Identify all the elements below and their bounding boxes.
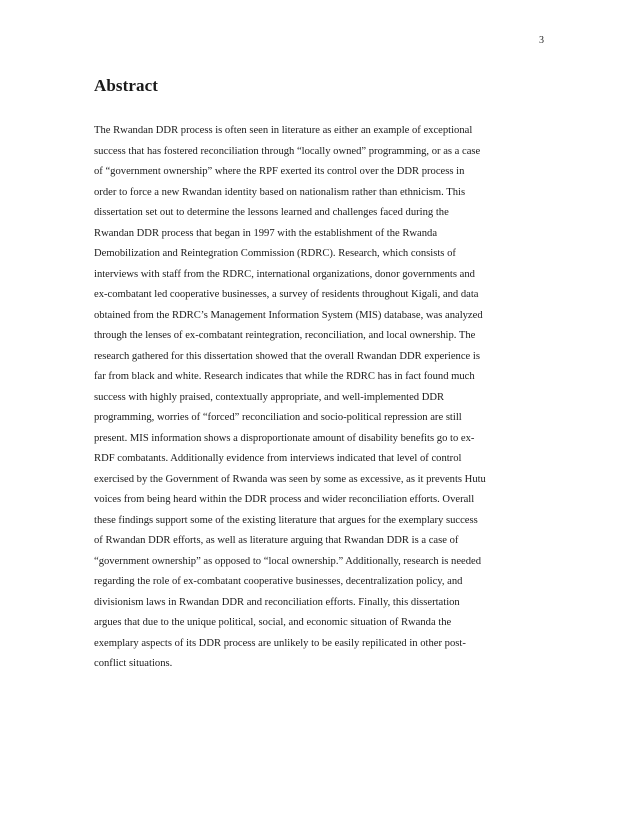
abstract-line: programming, worries of “forced” reconciliation and socio-political repression are still xyxy=(94,412,462,423)
abstract-line: RDF combatants. Additionally evidence from interviews indicated that level of control xyxy=(94,453,462,464)
abstract-line: success that has fostered reconciliation through “locally owned” programming, or as a case xyxy=(94,145,481,157)
abstract-line: these findings support some of the existing literature that argues for the exemplary success xyxy=(94,514,478,526)
abstract-line: “government ownership” as opposed to “local ownership.” Additionally, research is needed xyxy=(94,555,482,567)
abstract-line: order to force a new Rwandan identity based on nationalism rather than ethnicism. This xyxy=(94,186,466,198)
abstract-line: of “government ownership” where the RPF exerted its control over the DDR process in xyxy=(94,166,465,177)
abstract-line: exemplary aspects of its DDR process are unlikely to be easily repilicated in other post- xyxy=(94,637,466,649)
abstract-line: conflict situations. xyxy=(94,658,173,669)
abstract-line: divisionism laws in Rwandan DDR and reconciliation efforts. Finally, this dissertation xyxy=(94,596,460,608)
abstract-line: obtained from the RDRC’s Management Information System (MIS) database, was analyzed xyxy=(94,309,483,321)
abstract-line: far from black and white. Research indicates that while the RDRC has in fact found much xyxy=(94,371,475,382)
abstract-line: of Rwandan DDR efforts, as well as literature arguing that Rwandan DDR is a case of xyxy=(94,535,459,546)
abstract-line: argues that due to the unique political, social, and economic situation of Rwanda the xyxy=(94,617,452,628)
abstract-line: dissertation set out to determine the lessons learned and challenges faced during the xyxy=(94,207,449,218)
abstract-line: Demobilization and Reintegration Commission (RDRC). Research, which consists of xyxy=(94,248,456,259)
abstract-line: exercised by the Government of Rwanda was seen by some as excessive, as it prevents Hutu xyxy=(94,473,486,485)
abstract-body xyxy=(94,121,544,675)
abstract-heading: Abstract xyxy=(94,76,159,95)
abstract-line: ex-combatant led cooperative businesses, a survey of residents throughout Kigali, and data xyxy=(94,289,479,300)
abstract-line: through the lenses of ex-combatant reintegration, reconciliation, and local ownership. The xyxy=(94,330,476,341)
abstract-line: voices from being heard within the DDR process and wider reconciliation efforts. Overall xyxy=(94,494,475,505)
abstract-line: Rwandan DDR process that began in 1997 with the establishment of the Rwanda xyxy=(94,227,438,239)
abstract-line: research gathered for this dissertation showed that the overall Rwandan DDR experience is xyxy=(94,350,480,362)
page-number: 3 xyxy=(539,35,544,46)
abstract-line: interviews with staff from the RDRC, international organizations, donor governments and xyxy=(94,268,475,280)
abstract-line: The Rwandan DDR process is often seen in literature as either an example of exceptional xyxy=(94,125,473,136)
abstract-line: success with highly praised, contextually appropriate, and well-implemented DDR xyxy=(94,391,445,403)
abstract-line: present. MIS information shows a disproportionate amount of disability benefits go to ex- xyxy=(94,432,475,444)
abstract-line: regarding the role of ex-combatant cooperative businesses, decentralization policy, and xyxy=(94,576,463,587)
